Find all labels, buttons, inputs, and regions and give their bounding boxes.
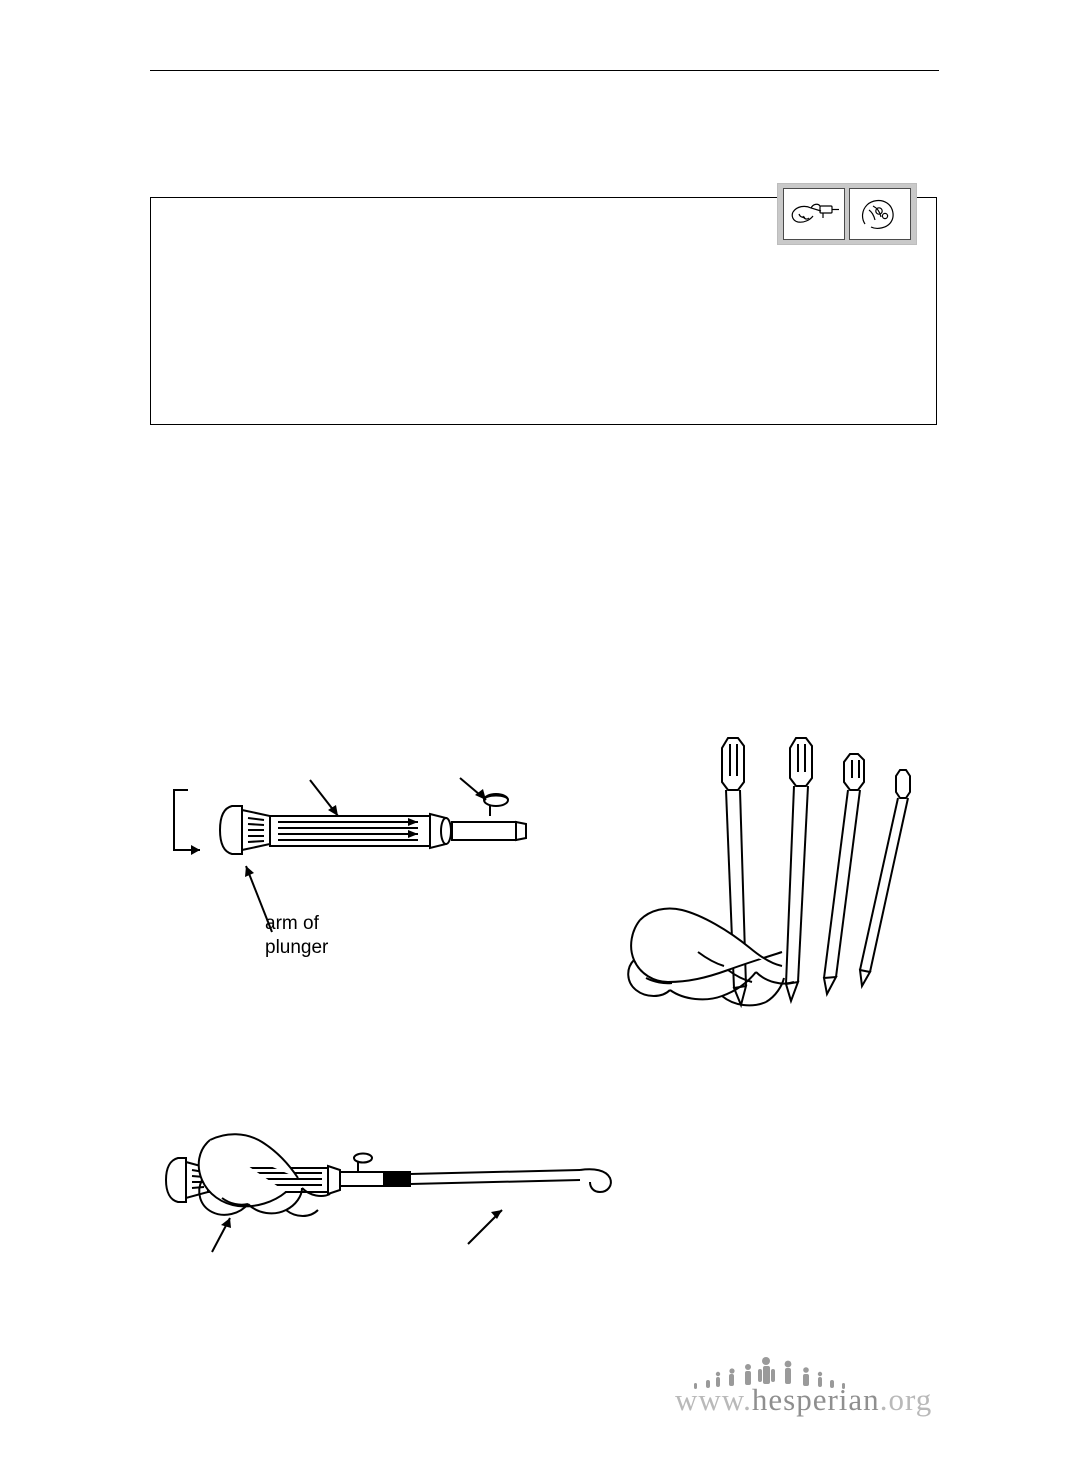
icon-pair-panel: [777, 183, 917, 245]
hand-holding-needles-diagram: [610, 720, 940, 1050]
caption-line-2: plunger: [265, 937, 329, 958]
url-suffix: .org: [879, 1382, 933, 1417]
open-hand-with-pills-icon: [849, 188, 911, 240]
figure-caption-arm-of-plunger: [265, 912, 465, 960]
footer-website-url: [675, 1382, 932, 1418]
caption-line-1: arm of: [265, 913, 319, 934]
hand-holding-syringe-icon: [783, 188, 845, 240]
hand-holding-syringe-with-needle-diagram: [150, 1110, 670, 1270]
url-main: hesperian: [751, 1382, 880, 1417]
url-prefix: www.: [675, 1382, 752, 1417]
header-divider: [150, 70, 939, 71]
